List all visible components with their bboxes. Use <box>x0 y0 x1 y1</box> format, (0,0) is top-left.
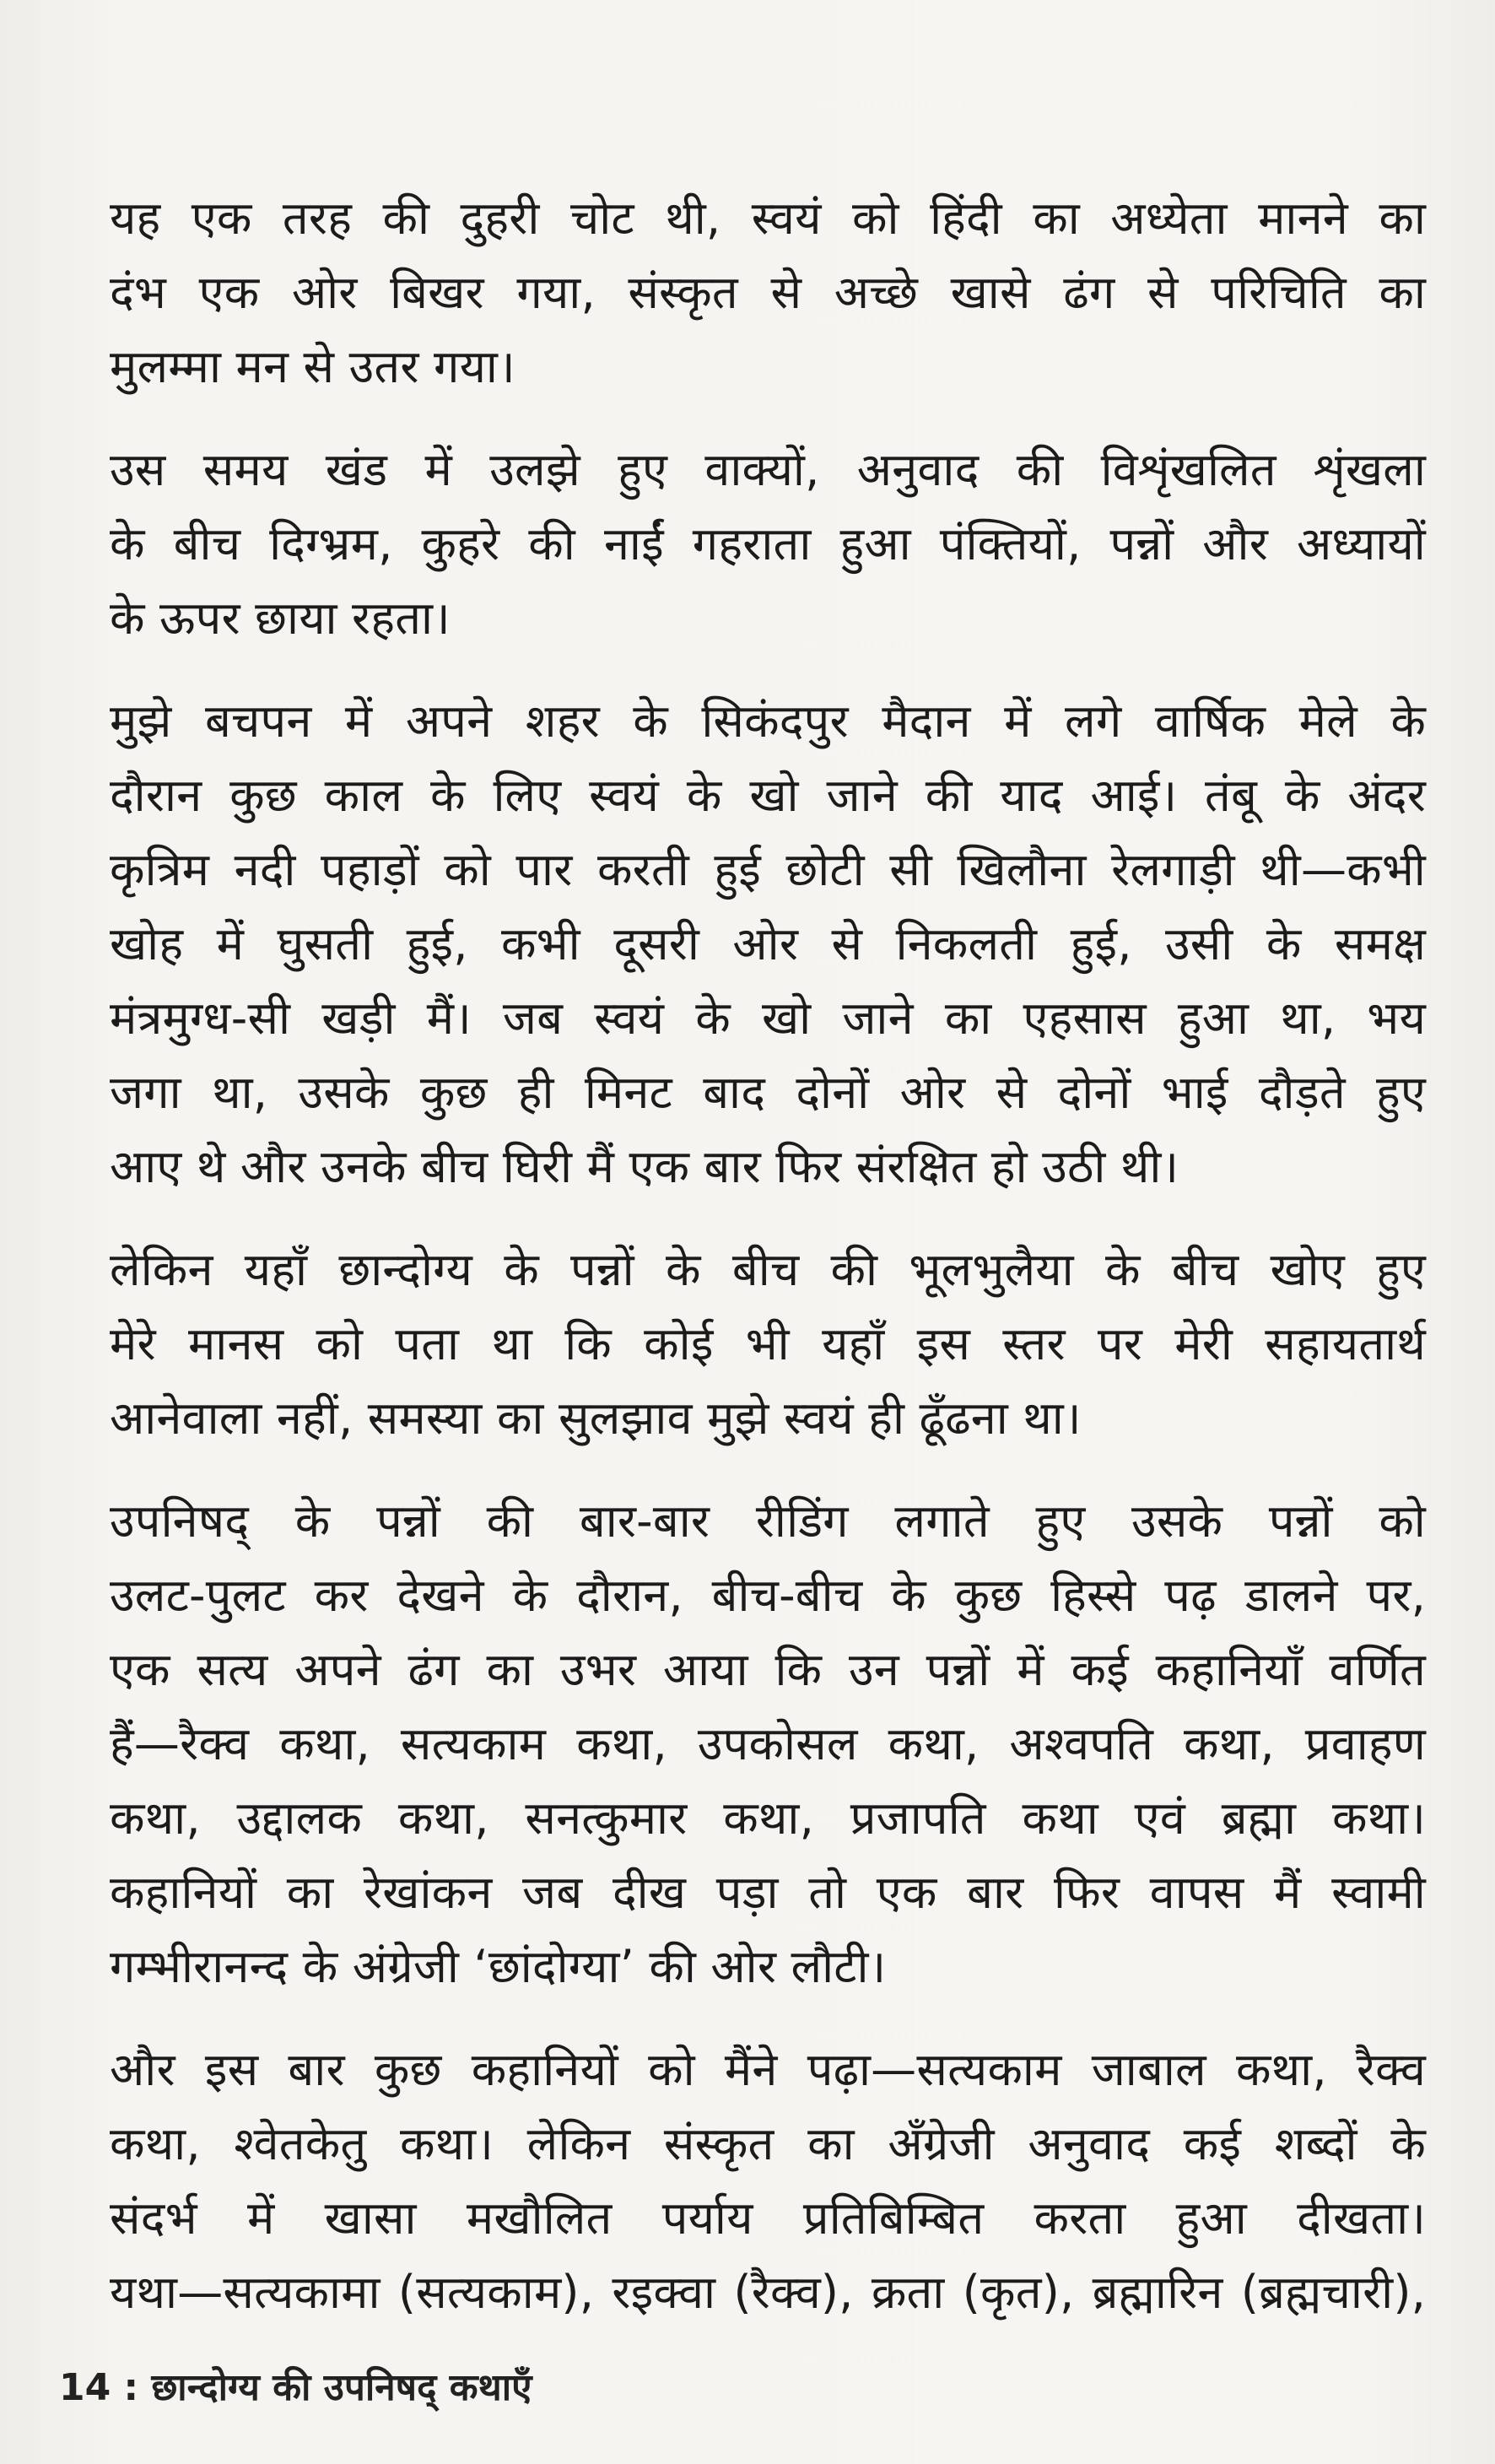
paragraph-5 <box>110 1484 1426 2004</box>
text-line: उपनिषद् के पन्नों की बार-बार रीडिंग लगाते हुए उसके पन्नों को <box>110 1494 1426 1548</box>
text-line: खोह में घुसती हुई, कभी दूसरी ओर से निकलती हुई, उसी के समक्ष <box>110 917 1426 970</box>
text-line: मेरे मानस को पता था कि कोई भी यहाँ इस स्तर पर मेरी सहायतार्थ <box>110 1317 1426 1370</box>
text-line: कृत्रिम नदी पहाड़ों को पार करती हुई छोटी सी खिलौना रेलगाड़ी थी—कभी <box>110 843 1426 896</box>
text-line: आनेवाला नहीं, समस्या का सुलझाव मुझे स्वयं ही ढूँढना था। <box>110 1391 1082 1445</box>
text-line: मंत्रमुग्ध-सी खड़ी मैं। जब स्वयं के खो जाने का एहसास हुआ था, भय <box>110 992 1426 1045</box>
text-line: हैं—रैक्व कथा, सत्यकाम कथा, उपकोसल कथा, अश्वपति कथा, प्रवाहण <box>110 1717 1426 1770</box>
text-line: उलट-पुलट कर देखने के दौरान, बीच-बीच के कुछ हिस्से पढ़ डालने पर, <box>110 1569 1426 1622</box>
text-line: जगा था, उसके कुछ ही मिनट बाद दोनों ओर से दोनों भाई दौड़ते हुए <box>110 1066 1426 1119</box>
paragraph-4 <box>110 1233 1426 1456</box>
page-footer: 14 : छान्दोग्य की उपनिषद् कथाएँ <box>59 2366 532 2409</box>
text-line: उस समय खंड में उलझे हुए वाक्यों, अनुवाद की विशृंखलित शृंखला <box>110 443 1426 496</box>
text-line: यथा—सत्यकामा (सत्यकाम), रइक्वा (रैक्व), क्रता (कृत), ब्रह्मारिन (ब्रह्मचारी), <box>110 2266 1426 2319</box>
text-line: कथा, उद्दालक कथा, सनत्कुमार कथा, प्रजापति कथा एवं ब्रह्मा कथा। <box>110 1791 1426 1845</box>
paragraph-6 <box>110 2033 1426 2330</box>
text-line: लेकिन यहाँ छान्दोग्य के पन्नों के बीच की भूलभुलैया के बीच खोए हुए <box>110 1243 1426 1296</box>
text-line: दौरान कुछ काल के लिए स्वयं के खो जाने की याद आई। तंबू के अंदर <box>110 769 1426 822</box>
text-line: मुझे बचपन में अपने शहर के सिकंदपुर मैदान में लगे वार्षिक मेले के <box>110 694 1426 748</box>
paragraph-2 <box>110 433 1426 656</box>
text-line: यह एक तरह की दुहरी चोट थी, स्वयं को हिंदी का अध्येता मानने का <box>110 192 1426 245</box>
text-line: के ऊपर छाया रहता। <box>110 592 451 645</box>
text-line: आए थे और उनके बीच घिरी मैं एक बार फिर संरक्षित हो उठी थी। <box>110 1140 1179 1193</box>
text-line: दंभ एक ओर बिखर गया, संस्कृत से अच्छे खासे ढंग से परिचिति का <box>110 266 1426 319</box>
paragraph-3 <box>110 684 1426 1204</box>
text-line: गम्भीरानन्द के अंग्रेजी ‘छांदोग्या’ की ओर लौटी। <box>110 1940 887 1993</box>
text-line: और इस बार कुछ कहानियों को मैंने पढ़ा—सत्यकाम जाबाल कथा, रैक्व <box>110 2043 1426 2096</box>
text-line: के बीच दिग्भ्रम, कुहरे की नाईं गहराता हुआ पंक्तियों, पन्नों और अध्यायों <box>110 517 1426 570</box>
body-text <box>110 181 1426 2359</box>
text-line: एक सत्य अपने ढंग का उभर आया कि उन पन्नों में कई कहानियाँ वर्णित <box>110 1643 1426 1696</box>
text-line: कहानियों का रेखांकन जब दीख पड़ा तो एक बार फिर वापस मैं स्वामी <box>110 1866 1426 1919</box>
text-line: मुलम्मा मन से उतर गया। <box>110 340 515 393</box>
paragraph-1 <box>110 181 1426 404</box>
text-line: कथा, श्वेतकेतु कथा। लेकिन संस्कृत का अँग्रेजी अनुवाद कई शब्दों के <box>110 2117 1426 2170</box>
text-line: संदर्भ में खासा मखौलित पर्याय प्रतिबिम्बित करता हुआ दीखता। <box>110 2191 1426 2245</box>
